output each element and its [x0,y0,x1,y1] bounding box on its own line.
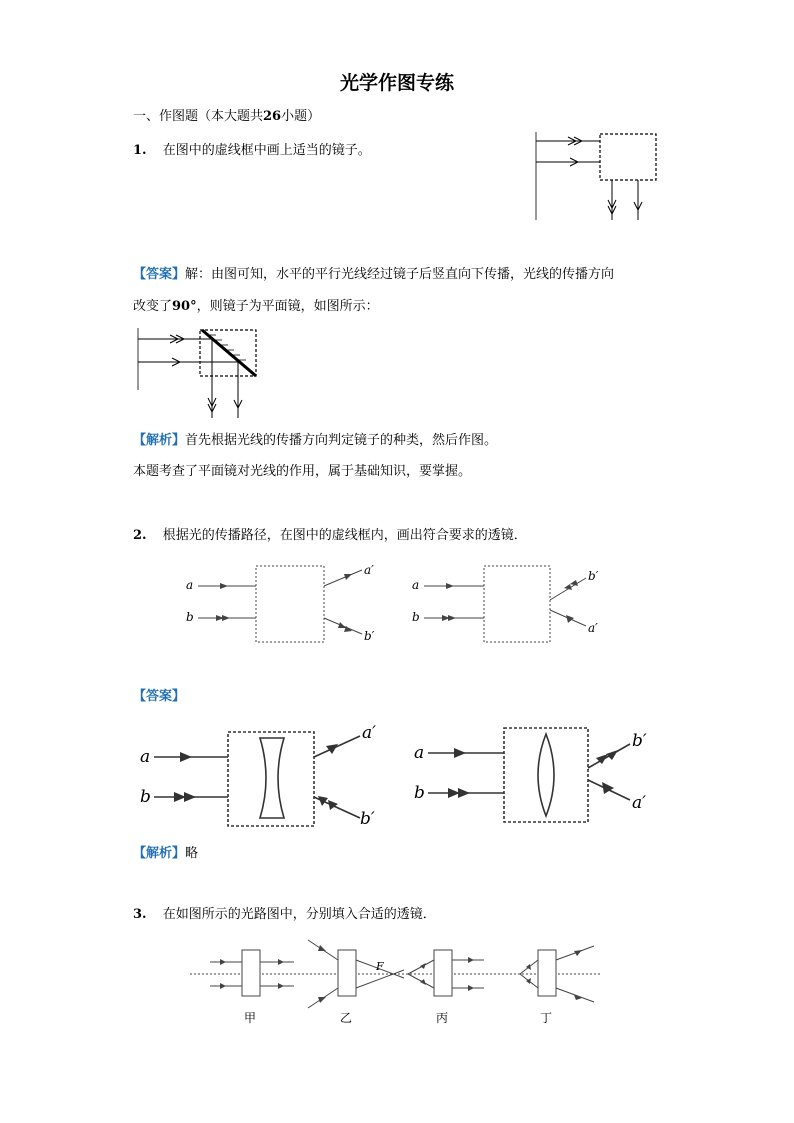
diagram-ding [520,946,594,1025]
question-1-number: 1. [133,143,147,158]
label-a-prime: a′ [588,621,598,635]
q1-answer-suffix: ，则镜子为平面镜，如图所示： [196,299,379,314]
q1-answer-line-1 [133,266,614,284]
q2-answer-diagram-convex [412,720,672,830]
question-count: 26 [263,109,282,124]
q2-question-diagram-right [410,560,610,646]
question-2-number: 2. [133,528,147,543]
diagram-yi [308,940,404,1025]
question-3-text: 在如图所示的光路图中，分别填入合适的透镜． [162,907,436,922]
label-b-prime: b′ [588,569,599,583]
q1-answer-tag: 【答案】 [133,267,186,282]
diagram-bing [408,950,484,1025]
page-title: 光学作图专练 [339,72,454,94]
label-a: a [412,578,420,592]
question-2-text: 根据光的传播路径，在图中的虚线框内，画出符合要求的透镜． [162,528,527,543]
q2-answer-diagram-concave [138,720,388,830]
label-a: a [140,747,151,767]
q1-answer-prefix: 改变了 [133,299,173,314]
q3-diagram [190,936,610,1028]
caption-yi: 乙 [340,1011,353,1025]
label-b: b [140,787,151,807]
question-1 [133,142,371,160]
label-a-prime: a′ [362,723,376,743]
q1-analysis-text: 首先根据光线的传播方向判定镜子的种类，然后作图。 [185,433,498,448]
q1-answer-diagram [136,326,260,420]
question-3-number: 3. [133,907,147,922]
q2-answer-tag: 【答案】 [133,689,186,704]
section-heading [133,108,320,126]
label-a-prime: a′ [364,563,374,577]
q1-answer-text: 解：由图可知，水平的平行光线经过镜子后竖直向下传播，光线的传播方向 [185,267,615,282]
label-b: b [412,610,420,624]
label-b-prime: b′ [632,731,647,751]
label-a-prime: a′ [632,793,646,813]
section-label-prefix: 一、作图题（本大题共 [133,109,264,124]
diagram-jia [210,950,294,1025]
q1-summary: 本题考查了平面镜对光线的作用，属于基础知识，要掌握。 [133,464,472,479]
label-a: a [186,578,194,592]
caption-bing: 丙 [436,1011,449,1025]
label-b: b [186,610,194,624]
q2-question-diagram-left [184,560,384,646]
q1-analysis [133,432,497,450]
label-b: b [414,783,425,803]
q1-answer-line-2 [133,298,379,316]
caption-ding: 丁 [540,1011,553,1025]
q2-analysis-text: 略 [185,846,199,861]
focus-label: F [376,960,384,973]
q1-analysis-tag: 【解析】 [133,433,186,448]
question-1-text: 在图中的虚线框中画上适当的镜子。 [162,143,371,158]
q1-answer-angle: 90° [172,299,197,314]
caption-jia: 甲 [244,1011,257,1025]
label-b-prime: b′ [360,809,375,829]
q1-question-diagram [534,130,664,222]
question-3 [133,906,436,924]
q2-analysis-tag: 【解析】 [133,846,186,861]
question-2 [133,527,527,545]
label-a: a [414,743,425,763]
q2-analysis [133,845,198,863]
label-b-prime: b′ [364,629,375,643]
section-label-suffix: 小题） [281,109,321,124]
